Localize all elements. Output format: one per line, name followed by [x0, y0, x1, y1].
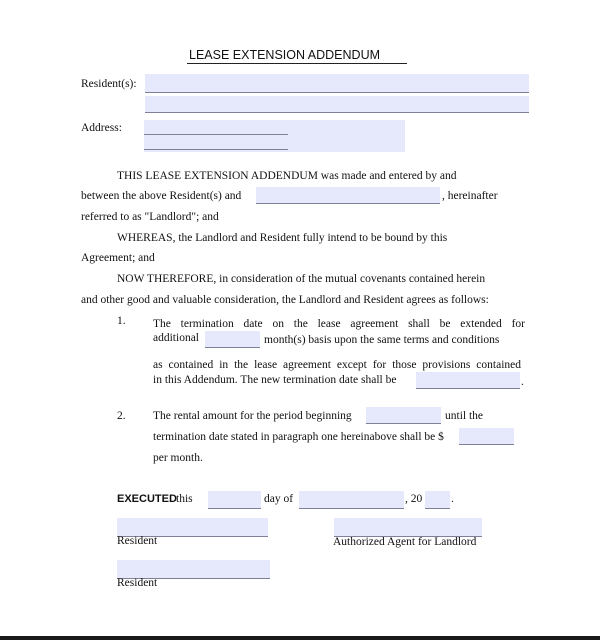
- rental-period-begin-field[interactable]: [366, 407, 441, 424]
- whereas-line-1: WHEREAS, the Landlord and Resident fully intend to be bound by this: [117, 232, 448, 244]
- rental-amount-field[interactable]: [459, 428, 514, 445]
- resident-1-signature-label: Resident: [117, 535, 158, 547]
- item-1-number: 1.: [117, 315, 126, 327]
- landlord-name-field[interactable]: [256, 187, 440, 204]
- item-1-line-3: as contained in the lease agreement except for those provisions contained: [153, 359, 521, 371]
- item-1-line-4: in this Addendum. The new termination date shall be: [153, 374, 397, 386]
- resident-2-signature-label: Resident: [117, 577, 158, 589]
- address-label: Address:: [81, 122, 122, 134]
- whereas-line-2: Agreement; and: [81, 252, 155, 264]
- intro-line-3: referred to as "Landlord"; and: [81, 211, 219, 223]
- executed-this: this: [176, 493, 193, 505]
- executed-day-of: day of: [264, 493, 294, 505]
- executed-period: .: [451, 493, 454, 505]
- item-2-line-1-suffix: until the: [445, 410, 484, 422]
- executed-comma-20: , 20: [405, 493, 423, 505]
- agent-signature-label: Authorized Agent for Landlord: [333, 536, 477, 548]
- intro-line-1: THIS LEASE EXTENSION ADDENDUM was made and entered by and: [117, 170, 457, 182]
- intro-line-2-suffix: , hereinafter: [442, 190, 498, 202]
- now-therefore-line-1: NOW THEREFORE, in consideration of the mutual covenants contained herein: [117, 273, 486, 285]
- item-1-line-1: The termination date on the lease agreement shall be extended for: [153, 318, 525, 330]
- address-field-background[interactable]: [144, 120, 405, 152]
- executed-month-field[interactable]: [299, 491, 404, 509]
- item-2-line-2: termination date stated in paragraph one hereinabove shall be $: [153, 431, 444, 443]
- residents-field-2[interactable]: [145, 96, 529, 113]
- agent-signature-field[interactable]: [334, 518, 482, 537]
- executed-year-field[interactable]: [425, 491, 450, 509]
- residents-field-1[interactable]: [145, 74, 529, 93]
- now-therefore-line-2: and other good and valuable consideration, the Landlord and Resident agrees as follows:: [81, 294, 489, 306]
- new-termination-date-field[interactable]: [416, 372, 520, 389]
- item-1-period: .: [521, 376, 524, 388]
- item-2-line-3: per month.: [153, 452, 203, 464]
- residents-label: Resident(s):: [81, 78, 137, 90]
- extension-months-field[interactable]: [205, 331, 260, 348]
- executed-label: EXECUTED: [117, 493, 177, 505]
- address-line-1: [144, 134, 288, 135]
- item-1-line-2-suffix: month(s) basis upon the same terms and conditions: [264, 334, 500, 346]
- item-2-line-1-prefix: The rental amount for the period beginning: [153, 410, 352, 422]
- item-1-line-2-prefix: additional: [153, 332, 199, 344]
- page-bottom-edge: [0, 636, 600, 640]
- item-2-number: 2.: [117, 410, 126, 422]
- document-title: LEASE EXTENSION ADDENDUM: [189, 48, 381, 62]
- executed-day-field[interactable]: [208, 491, 261, 509]
- title-underline: [187, 63, 407, 64]
- intro-line-2-prefix: between the above Resident(s) and: [81, 190, 242, 202]
- address-line-2: [144, 149, 288, 150]
